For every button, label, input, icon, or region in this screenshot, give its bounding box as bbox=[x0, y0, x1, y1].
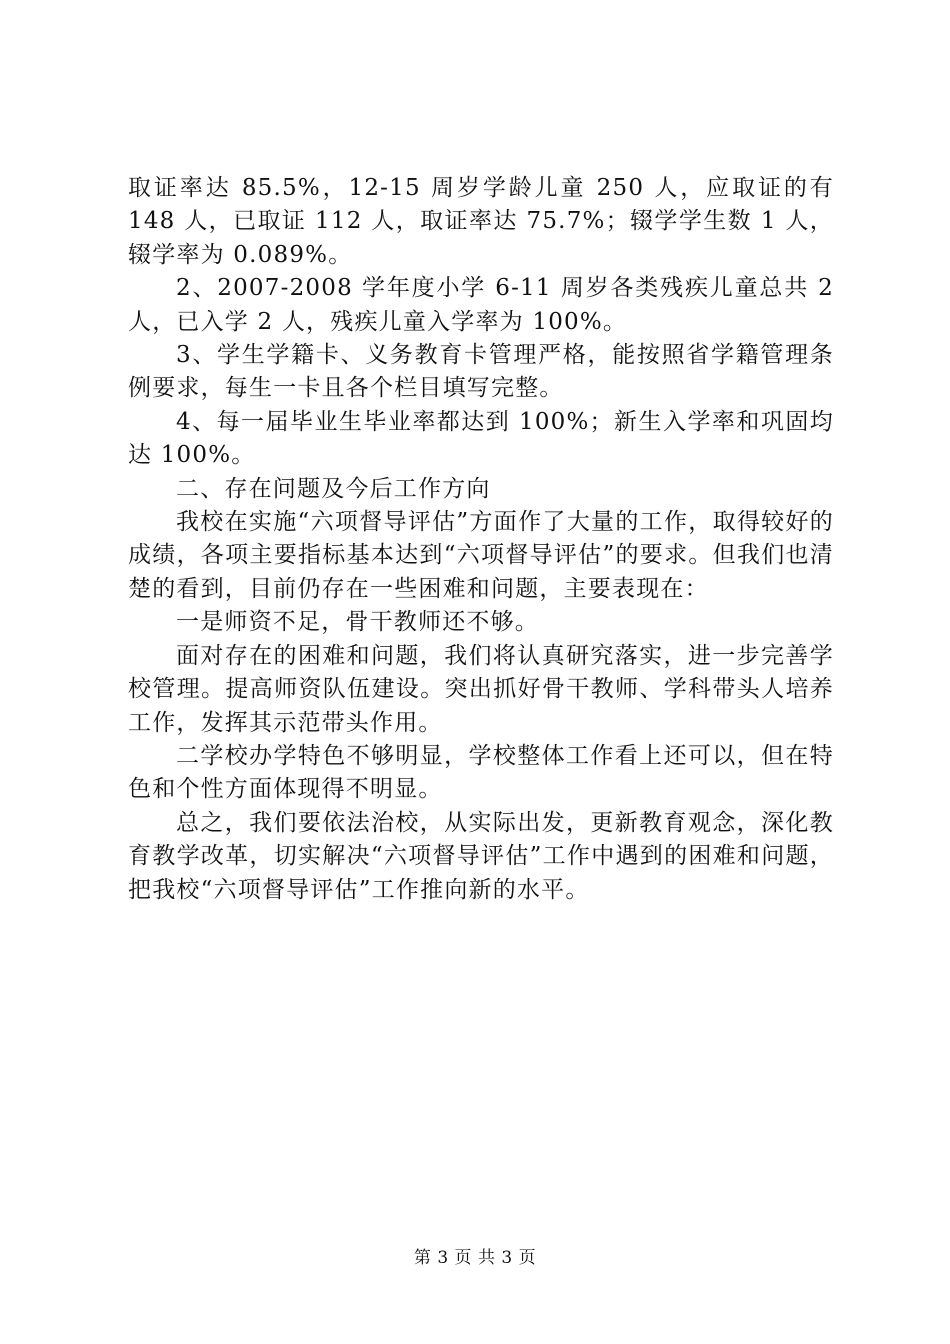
paragraph-item-4: 4、每一届毕业生毕业率都达到 100%；新生入学率和巩固均达 100%。 bbox=[128, 408, 834, 469]
paragraph-summary: 我校在实施“六项督导评估”方面作了大量的工作，取得较好的成绩，各项主要指标基本达到“六项督导评估”的要求。但我们也清楚的看到，目前仍存在一些困难和问题，主要表现在： bbox=[128, 509, 834, 602]
paragraph-measures: 面对存在的困难和问题，我们将认真研究落实，进一步完善学校管理。提高师资队伍建设。突出抓好骨干教师、学科带头人培养工作，发挥其示范带头作用。 bbox=[128, 642, 834, 736]
page-footer: 第 3 页 共 3 页 bbox=[413, 1248, 537, 1268]
section-heading: 二、存在问题及今后工作方向 bbox=[176, 475, 491, 502]
paragraph-continuation: 取证率达 85.5%，12-15 周岁学龄儿童 250 人，应取证的有 148 人，已取证 112 人，取证率达 75.7%；辍学学生数 1 人，辍学率为 0.089%。 bbox=[128, 175, 834, 268]
paragraph-problem-1: 一是师资不足，骨干教师还不够。 bbox=[176, 609, 539, 636]
paragraph-conclusion: 总之，我们要依法治校，从实际出发，更新教育观念，深化教育教学改革，切实解决“六项督导评估”工作中遇到的困难和问题，把我校“六项督导评估”工作推向新的水平。 bbox=[128, 809, 834, 903]
paragraph-item-3: 3、学生学籍卡、义务教育卡管理严格，能按照省学籍管理条例要求，每生一卡且各个栏目填写完整。 bbox=[128, 342, 834, 402]
document-body bbox=[128, 172, 834, 907]
paragraph-item-2: 2、2007-2008 学年度小学 6-11 周岁各类残疾儿童总共 2 人，已入学 2 人，残疾儿童入学率为 100%。 bbox=[128, 275, 834, 335]
paragraph-problem-2: 二学校办学特色不够明显，学校整体工作看上还可以，但在特色和个性方面体现得不明显。 bbox=[128, 742, 834, 803]
